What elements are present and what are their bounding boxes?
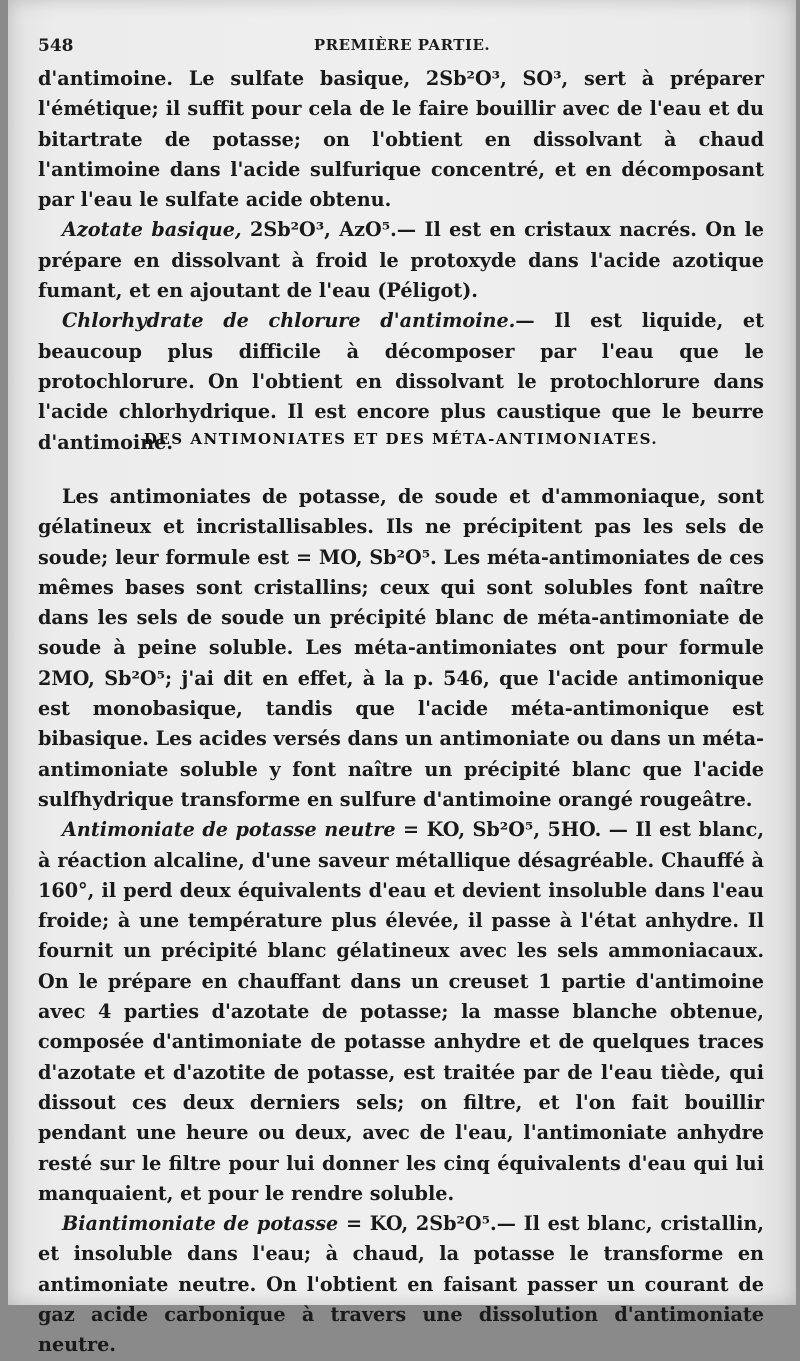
page-number: 548 — [38, 36, 74, 56]
paragraph-text: — Il est liquide, et beaucoup plus difficile à décomposer par l'eau que le protochlorure. On l'obtient en dissolvant le protochlorure dans l'acide chlorhydrique. Il est encore plus caustique que le beurre d'antimoine. — [38, 309, 765, 454]
paragraph — [38, 815, 764, 1209]
paragraph: Les antimoniates de potasse, de soude et d'ammoniaque, sont gélatineux et incristallisables. Ils ne précipitent pas les sels de soude; leur formule est = MO, Sb²O⁵. Les méta-antimoniates de ces mêmes bases sont cristallins; ceux qui sont solubles font naître dans les sels de soude un précipité blanc de méta-antimoniate de soude à peine soluble. Les méta-antimoniates ont pour formule 2MO, Sb²O⁵; j'ai dit en effet, à la p. 546, que l'acide antimonique est monobasique, tandis que l'acide méta-antimonique est bibasique. Les acides versés dans un antimoniate ou dans un méta-antimoniate soluble y font naître un précipité blanc que l'acide sulfhydrique transforme en sulfure d'antimoine orangé rougeâtre. — [38, 485, 764, 811]
running-title: PREMIÈRE PARTIE. — [313, 36, 491, 54]
paragraph-text: = KO, 2Sb²O⁵.— Il est blanc, cristallin, et insoluble dans l'eau; à chaud, la potasse le transforme en antimoniate neutre. On l'obtient en faisant passer un courant de gaz acide carbonique à travers une dissolution d'antimoniate neutre. — [38, 1212, 764, 1357]
term: Chlorhydrate de chlorure d'antimoine. — [62, 309, 516, 333]
text-block-main — [38, 482, 764, 1361]
paragraph — [38, 215, 764, 306]
book-page — [8, 0, 796, 1357]
term: Antimoniate de potasse neutre — [62, 818, 396, 842]
paragraph: d'antimoine. Le sulfate basique, 2Sb²O³, SO³, sert à préparer l'émétique; il suffit pour cela de le faire bouillir avec de l'eau et du bitartrate de potasse; on l'obtient en dissolvant à chaud l'antimoine dans l'acide sulfurique concentré, et en décomposant par l'eau le sulfate acide obtenu. — [38, 67, 764, 212]
term: Biantimoniate de potasse — [62, 1212, 339, 1236]
paragraph-text: 2Sb²O³, AzO⁵.— Il est en cristaux nacrés. On le prépare en dissolvant à froid le protoxyde dans l'acide azotique fumant, et en ajoutant de l'eau (Péligot). — [38, 218, 764, 303]
term: Azotate basique, — [62, 218, 242, 242]
section-heading: DES ANTIMONIATES ET DES MÉTA-ANTIMONIATES. — [143, 430, 659, 448]
page-header — [38, 36, 766, 62]
text-block-top — [38, 64, 764, 458]
paragraph — [38, 1209, 764, 1360]
paragraph-text: = KO, Sb²O⁵, 5HO. — Il est blanc, à réaction alcaline, d'une saveur métallique désagréable. Chauffé à 160°, il perd deux équivalents d'eau et devient insoluble dans l'eau froide; à une température plus élevée, il passe à l'état anhydre. Il fournit un précipité blanc gélatineux avec les sels ammoniacaux. On le prépare en chauffant dans un creuset 1 partie d'antimoine avec 4 parties d'azotate de potasse; la masse blanche obtenue, composée d'antimoniate de potasse anhydre et de quelques traces d'azotate et d'azotite de potasse, est traitée par de l'eau tiède, qui dissout ces deux derniers sels; on filtre, et l'on fait bouillir pendant une heure ou deux, avec de l'eau, l'antimoniate anhydre resté sur le filtre pour lui donner les cinq équivalents d'eau qui lui manquaient, et pour le rendre soluble. — [38, 818, 764, 1205]
